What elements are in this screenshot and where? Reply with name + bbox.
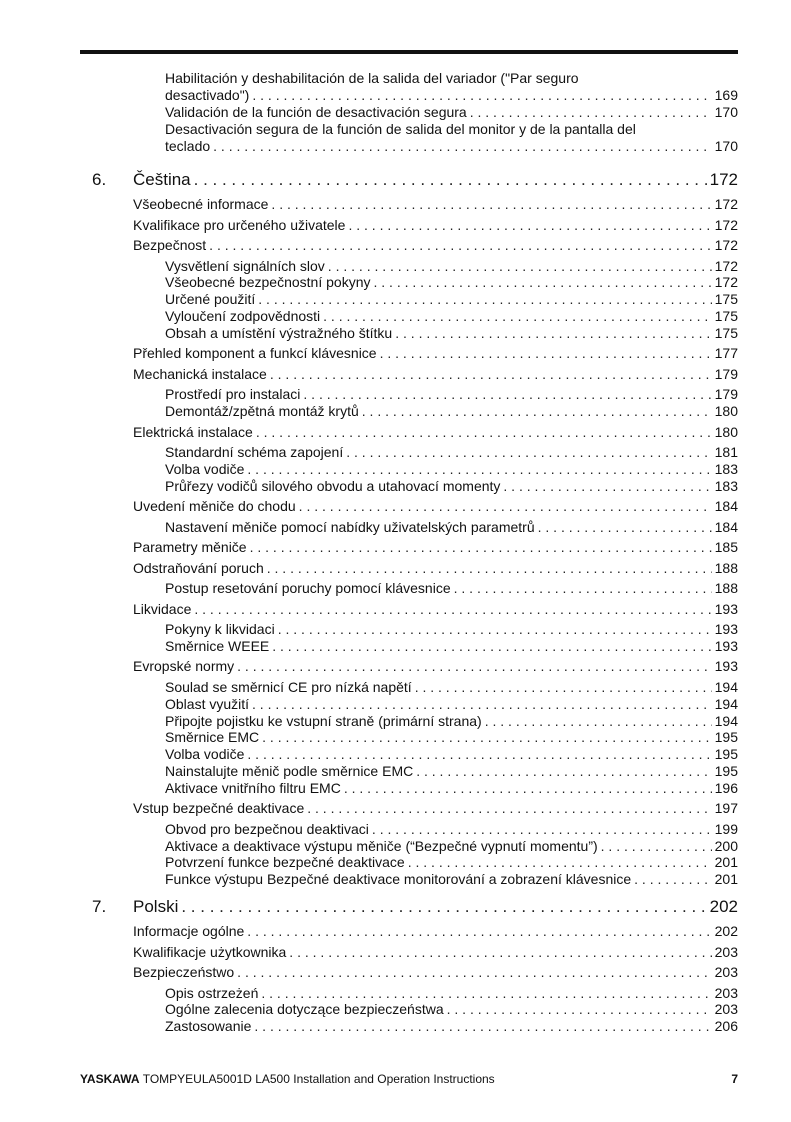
toc-entry-title: teclado	[165, 138, 211, 154]
toc-section-entry[interactable]	[133, 560, 738, 576]
toc-page-number: 183	[714, 460, 738, 477]
toc-subsection-entry[interactable]	[165, 258, 738, 274]
dot-leader	[503, 478, 711, 494]
toc-entry-title: Prostředí pro instalaci	[165, 386, 301, 403]
toc-page-number: 193	[714, 600, 738, 617]
toc-page-number: 180	[714, 423, 738, 440]
toc-subsection-entry[interactable]	[165, 580, 738, 596]
toc-page-number: 172	[714, 257, 738, 274]
toc-entry-title: Vyloučení zodpovědnosti	[165, 307, 321, 324]
toc-page-number: 179	[714, 386, 738, 403]
toc-entry-title: Obsah a umístění výstražného štítku	[165, 324, 393, 341]
dot-leader	[247, 461, 711, 477]
toc-page-number: 172	[714, 237, 738, 253]
toc-page-number: 177	[714, 345, 738, 362]
toc-entry[interactable]	[165, 87, 738, 103]
toc-entry-title: Potvrzení funkce bezpečné deaktivace	[165, 854, 405, 871]
toc-section-entry[interactable]	[133, 237, 738, 253]
toc-entry-title: Mechanická instalace	[133, 365, 267, 382]
page-footer	[80, 1072, 738, 1086]
toc-entry-title: Bezpečnost	[133, 237, 207, 253]
dot-leader	[194, 601, 711, 617]
toc-page-number: 193	[714, 637, 738, 654]
toc-entry-title: Oblast využití	[165, 695, 250, 712]
toc-subsection-entry[interactable]	[165, 621, 738, 637]
toc-subsection-entry[interactable]	[165, 444, 738, 460]
toc-entry-title: Aktivace a deaktivace výstupu měniče (“Bezpečné vypnutí momentu”)	[165, 837, 598, 854]
toc-entry-title: Zastosowanie	[165, 1018, 252, 1035]
toc-subsection-entry[interactable]	[165, 478, 738, 494]
toc-entry-title: Parametry měniče	[133, 539, 247, 556]
dot-leader	[181, 897, 706, 917]
footer-document-title	[80, 1072, 495, 1086]
toc-page-number: 172	[714, 196, 738, 212]
toc-section-entry[interactable]	[133, 366, 738, 382]
toc-section-entry[interactable]	[133, 923, 738, 939]
toc-page-number: 183	[714, 477, 738, 494]
toc-entry-title: Připojte pojistku ke vstupní straně (primární strana)	[165, 712, 482, 729]
toc-entry-title: Všeobecné informace	[133, 196, 269, 212]
toc-page-number: 175	[714, 324, 738, 341]
toc-entry-title: Určené použití	[165, 291, 256, 308]
toc-page-number: 172	[714, 216, 738, 233]
toc-page-number: 188	[714, 580, 738, 597]
chapter-heading[interactable]	[133, 170, 738, 190]
toc-subsection-entry[interactable]	[165, 780, 738, 796]
dot-leader	[194, 170, 707, 190]
dot-leader	[380, 345, 712, 361]
dot-leader	[485, 713, 712, 729]
toc-page-number: 172	[714, 274, 738, 291]
toc-section-entry[interactable]	[133, 944, 738, 960]
toc-subsection-entry[interactable]	[165, 854, 738, 870]
dot-leader	[270, 366, 712, 382]
toc-section-entry[interactable]	[133, 658, 738, 674]
toc-entry[interactable]	[165, 138, 738, 154]
toc-entry-title: Směrnice WEEE	[165, 637, 270, 654]
toc-subsection-entry[interactable]	[165, 403, 738, 419]
toc-page-number: 170	[714, 104, 738, 120]
dot-leader	[267, 560, 712, 576]
toc-subsection-entry[interactable]	[165, 696, 738, 712]
toc-entry-title: Pokyny k likvidaci	[165, 621, 275, 638]
toc-entry-title: Ogólne zalecenia dotyczące bezpieczeństwa	[165, 1001, 444, 1018]
chapter-page-number: 202	[709, 897, 738, 916]
toc-entry-title: Bezpieczeństwo	[133, 964, 235, 980]
chapter-title: Polski	[133, 897, 179, 916]
toc-page-number: 203	[714, 1001, 738, 1018]
chapter-number: 7.	[92, 897, 107, 916]
dot-leader	[299, 498, 712, 514]
dot-leader	[408, 854, 712, 870]
toc-page-number: 194	[714, 678, 738, 695]
toc-entry-title: Demontáž/zpětná montáž krytů	[165, 403, 359, 419]
toc-page-number: 188	[714, 559, 738, 576]
toc-entry-title: Evropské normy	[133, 658, 235, 675]
dot-leader	[346, 444, 711, 460]
toc-section-entry[interactable]	[133, 601, 738, 617]
toc-entry-title: Kwalifikacje użytkownika	[133, 943, 287, 960]
toc-entry-title: Validación de la función de desactivación segura	[165, 104, 467, 120]
toc-entry-title: Volba vodiče	[165, 460, 245, 477]
dot-leader	[271, 196, 711, 212]
toc-subsection-entry[interactable]	[165, 274, 738, 290]
toc-page-number: 169	[714, 87, 738, 103]
dot-leader	[247, 923, 711, 939]
toc-page-number: 203	[714, 964, 738, 980]
toc-entry-title: desactivado")	[165, 87, 250, 103]
toc-subsection-entry[interactable]	[165, 746, 738, 762]
toc-entry-title: Nainstalujte měnič podle směrnice EMC	[165, 762, 414, 779]
toc-entry-title: Přehled komponent a funkcí klávesnice	[133, 345, 377, 362]
toc-subsection-entry[interactable]	[165, 713, 738, 729]
toc-section-entry[interactable]	[133, 345, 738, 361]
toc-entry-title: Obvod pro bezpečnou deaktivaci	[165, 820, 369, 837]
toc-section-entry[interactable]	[133, 498, 738, 514]
toc-page-number: 195	[714, 762, 738, 779]
toc-page-number: 194	[714, 695, 738, 712]
dot-leader	[303, 386, 711, 402]
toc-subsection-entry[interactable]	[165, 519, 738, 535]
toc-entry-title: Standardní schéma zapojení	[165, 444, 344, 460]
dot-leader	[252, 696, 712, 712]
dot-leader	[250, 539, 712, 555]
dot-leader	[373, 274, 711, 290]
toc-page-number: 196	[714, 779, 738, 796]
toc-entry[interactable]	[165, 104, 738, 120]
dot-leader	[213, 138, 711, 154]
dot-leader	[256, 424, 712, 440]
chapter-page-number: 172	[709, 170, 738, 189]
toc-page-number: 175	[714, 307, 738, 324]
toc-section-entry[interactable]	[133, 539, 738, 555]
dot-leader	[252, 87, 711, 103]
toc-subsection-entry[interactable]	[165, 985, 738, 1001]
dot-leader	[328, 258, 712, 274]
dot-leader	[209, 237, 711, 253]
dot-leader	[372, 821, 712, 837]
dot-leader	[247, 746, 711, 762]
dot-leader	[454, 580, 712, 596]
dot-leader	[254, 1018, 711, 1034]
chapter-heading[interactable]	[133, 897, 738, 917]
toc-subsection-entry[interactable]	[165, 461, 738, 477]
dot-leader	[258, 291, 711, 307]
toc-page-number: 195	[714, 729, 738, 746]
toc-page-number: 175	[714, 291, 738, 308]
toc-entry-title: Kvalifikace pro určeného uživatele	[133, 216, 346, 233]
toc-entry-title: Průřezy vodičů silového obvodu a utahovací momenty	[165, 477, 501, 494]
dot-leader	[278, 621, 712, 637]
dot-leader	[395, 325, 711, 341]
footer-brand: YASKAWA	[80, 1072, 140, 1086]
toc-page-number: 195	[714, 746, 738, 763]
chapter-title: Čeština	[133, 170, 191, 189]
dot-leader	[344, 780, 712, 796]
toc-page-number: 193	[714, 621, 738, 638]
header-rule	[80, 50, 738, 54]
dot-leader	[538, 519, 712, 535]
toc-page-number: 197	[714, 800, 738, 817]
toc-section-entry[interactable]	[133, 196, 738, 212]
toc-entry-title: Všeobecné bezpečnostní pokyny	[165, 274, 371, 291]
toc-entry-line[interactable]: Desactivación segura de la función de salida del monitor y de la pantalla del	[165, 121, 636, 137]
toc-subsection-entry[interactable]	[165, 386, 738, 402]
toc-entry-title: Směrnice EMC	[165, 729, 260, 746]
toc-page-number: 202	[714, 923, 738, 939]
dot-leader	[237, 964, 711, 980]
dot-leader	[362, 403, 712, 419]
toc-entry-title: Odstraňování poruch	[133, 559, 264, 576]
toc-section-entry[interactable]	[133, 964, 738, 980]
toc-entry-title: Opis ostrzeżeń	[165, 984, 259, 1001]
toc-entry-title: Soulad se směrnicí CE pro nízká napětí	[165, 678, 412, 695]
toc-section-entry[interactable]	[133, 800, 738, 816]
dot-leader	[601, 838, 712, 854]
toc-entry-title: Vstup bezpečné deaktivace	[133, 800, 305, 817]
dot-leader	[272, 638, 711, 654]
toc-subsection-entry[interactable]	[165, 1001, 738, 1017]
toc-entry-title: Vysvětlení signálních slov	[165, 257, 325, 274]
toc-page-number: 200	[714, 837, 738, 854]
toc-subsection-entry[interactable]	[165, 679, 738, 695]
dot-leader	[470, 104, 712, 120]
dot-leader	[323, 308, 711, 324]
toc-subsection-entry[interactable]	[165, 821, 738, 837]
toc-subsection-entry[interactable]	[165, 291, 738, 307]
dot-leader	[307, 800, 711, 816]
toc-subsection-entry[interactable]	[165, 763, 738, 779]
toc-entry-title: Aktivace vnitřního filtru EMC	[165, 779, 341, 796]
dot-leader	[261, 985, 711, 1001]
footer-page-number: 7	[731, 1072, 738, 1086]
toc-page-number: 203	[714, 984, 738, 1001]
dot-leader	[237, 658, 711, 674]
toc-page-number: 194	[714, 712, 738, 729]
toc-entry-title: Likvidace	[133, 600, 192, 617]
toc-entry-line[interactable]: Habilitación y deshabilitación de la salida del variador ("Par seguro	[165, 70, 579, 86]
toc-page-number: 185	[714, 539, 738, 556]
toc-subsection-entry[interactable]	[165, 871, 738, 887]
dot-leader	[289, 944, 711, 960]
toc-page-number: 203	[714, 943, 738, 960]
toc-subsection-entry[interactable]	[165, 325, 738, 341]
toc-page-number: 201	[714, 871, 738, 888]
toc-section-entry[interactable]	[133, 424, 738, 440]
dot-leader	[262, 729, 712, 745]
toc-page-number: 201	[714, 854, 738, 871]
dot-leader	[447, 1001, 712, 1017]
dot-leader	[634, 871, 711, 887]
chapter-number: 6.	[92, 170, 107, 189]
toc-entry-title: Volba vodiče	[165, 746, 245, 763]
toc-subsection-entry[interactable]	[165, 308, 738, 324]
footer-document: TOMPYEULA5001D LA500 Installation and Operation Instructions	[142, 1072, 495, 1086]
dot-leader	[416, 763, 711, 779]
toc-entry-title: Informacje ogólne	[133, 923, 245, 939]
toc-page-number: 184	[714, 518, 738, 535]
toc-entry-title: Nastavení měniče pomocí nabídky uživatelských parametrů	[165, 518, 535, 535]
toc-page-number: 170	[714, 138, 738, 154]
toc-subsection-entry[interactable]	[165, 1018, 738, 1034]
toc-entry-title: Postup resetování poruchy pomocí klávesnice	[165, 580, 451, 597]
toc-entry-title: Funkce výstupu Bezpečné deaktivace monitorování a zobrazení klávesnice	[165, 871, 632, 888]
toc-page-number: 184	[714, 498, 738, 515]
toc-page-number: 180	[714, 403, 738, 419]
dot-leader	[415, 679, 712, 695]
toc-page-number: 193	[714, 658, 738, 675]
toc-subsection-entry[interactable]	[165, 638, 738, 654]
toc-entry-title: Uvedení měniče do chodu	[133, 498, 296, 515]
toc-entry-title: Elektrická instalace	[133, 423, 253, 440]
toc-section-entry[interactable]	[133, 217, 738, 233]
toc-subsection-entry[interactable]	[165, 729, 738, 745]
dot-leader	[348, 217, 711, 233]
toc-page-number: 181	[714, 444, 738, 460]
toc-subsection-entry[interactable]	[165, 838, 738, 854]
toc-page-number: 179	[714, 365, 738, 382]
toc-page-number: 206	[714, 1018, 738, 1035]
toc-page-number: 199	[714, 820, 738, 837]
